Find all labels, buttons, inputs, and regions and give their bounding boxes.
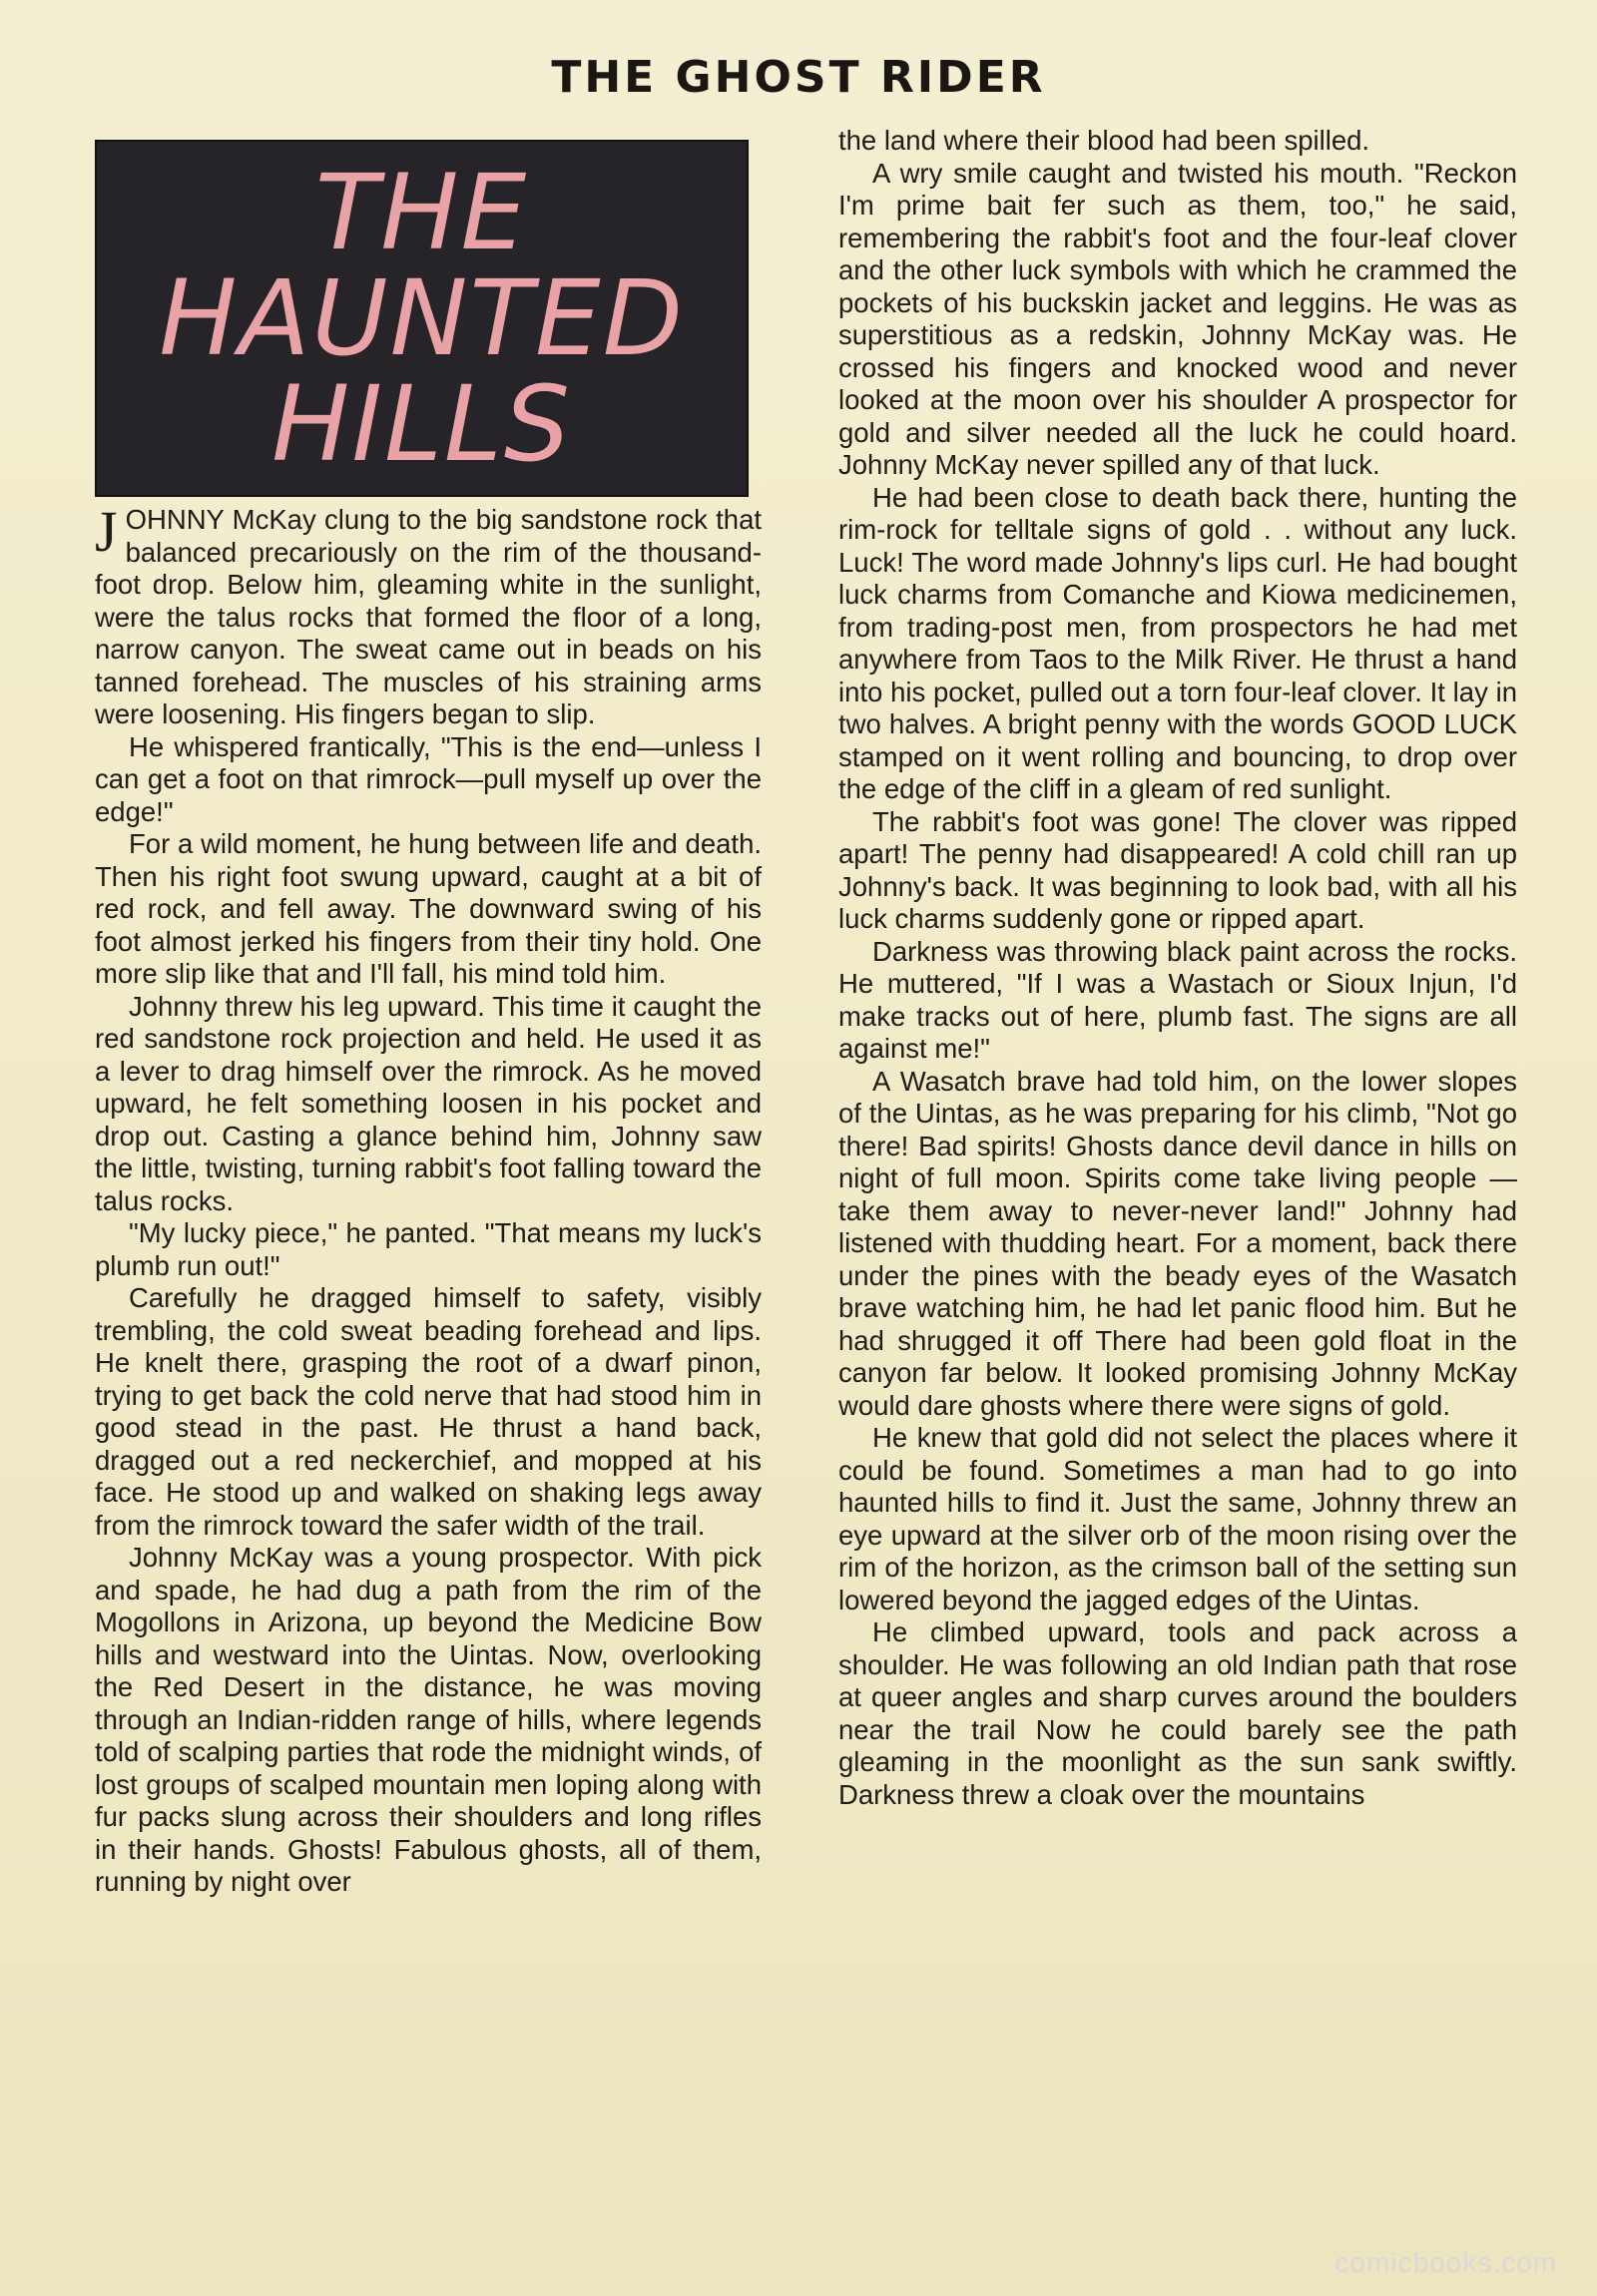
paragraph: He whispered frantically, "This is the end—unless I can get a foot on that rimrock—pull myself up over the edge!" <box>95 730 762 827</box>
paragraph: The rabbit's foot was gone! The clover was ripped apart! The penny had disappeared! A cold chill ran up Johnny's back. It was beginning to look bad, with all his luck charms suddenly gone or ripped apart. <box>838 805 1517 934</box>
paragraph: Johnny threw his leg upward. This time it caught the red sandstone rock projection and held. He used it as a lever to drag himself over the rimrock. As he moved upward, he felt something loosen in his pocket and drop out. Casting a glance behind him, Johnny saw the little, twisting, turning rabbit's foot falling toward the talus rocks. <box>95 990 762 1216</box>
story-title-line-3: HILLS <box>271 363 572 485</box>
paragraph: He climbed upward, tools and pack across a shoulder. He was following an old Indian path that rose at queer angles and sharp curves around the boulders near the trail Now he could barely see the path gleaming in the moonlight as the sun sank swiftly. Darkness threw a cloak over the mountains <box>838 1616 1517 1810</box>
story-title-line-2: HAUNTED <box>159 257 685 379</box>
paragraph: He knew that gold did not select the places where it could be found. Sometimes a man had to go into haunted hills to find it. Just the same, Johnny threw an eye upward at the silver orb of the moon rising over the rim of the horizon, as the crimson ball of the setting sun lowered beyond the jagged edges of the Uintas. <box>838 1422 1517 1615</box>
paragraph: "My lucky piece," he panted. "That means my luck's plumb run out!" <box>95 1217 762 1281</box>
paragraph-continued: the land where their blood had been spilled. <box>838 125 1370 156</box>
paragraph: A wry smile caught and twisted his mouth. "Reckon I'm prime bait fer such as them, too," he said, remembering the rabbit's foot and the four-leaf clover and the other luck symbols with which he crammed the pockets of his buckskin jacket and leggins. He was as superstitious as a redskin, Johnny McKay was. He crossed his fingers and knocked wood and never looked at the moon over his shoulder A prospector for gold and silver needed all the luck he could hoard. Johnny McKay never spilled any of that luck. <box>838 157 1517 480</box>
story-title-panel <box>95 140 749 497</box>
paragraph: For a wild moment, he hung between life and death. Then his right foot swung upward, caught at a bit of red rock, and fell away. The downward swing of his foot almost jerked his fingers from their tiny hold. One more slip like that and I'll fall, his mind told him. <box>95 828 762 989</box>
paragraph: A Wasatch brave had told him, on the lower slopes of the Uintas, as he was preparing for his climb, "Not go there! Bad spirits! Ghosts dance devil dance in hills on night of full moon. Spirits come take living people —take them away to never-never land!" Johnny had listened with thudding heart. For a moment, back there under the pines with the beady eyes of the Wasatch brave watching him, he had let panic flood him. But he had shrugged it off There had been gold float in the canyon far below. It looked promising Johnny McKay would dare ghosts where there were signs of gold. <box>838 1065 1517 1421</box>
paragraph: Darkness was throwing black paint across the rocks. He muttered, "If I was a Wastach or Sioux Injun, I'd make tracks out of here, plumb fast. The signs are all against me!" <box>838 935 1517 1064</box>
paragraph: Carefully he dragged himself to safety, visibly trembling, the cold sweat beading forehead and lips. He knelt there, grasping the root of a dwarf pinon, trying to get back the cold nerve that had stood him in good stead in the past. He thrust a hand back, dragged out a red neckerchief, and mopped at his face. He stood up and walked on shaking legs away from the rimrock toward the safer width of the trail. <box>95 1282 762 1541</box>
paragraph: Johnny McKay was a young prospector. With pick and spade, he had dug a path from the rim of the Mogollons in Arizona, up beyond the Medicine Bow hills and westward into the Uintas. Now, overlooking the Red Desert in the distance, he was moving through an Indian-ridden range of hills, where legends told of scalping parties that rode the midnight winds, of lost groups of scalped mountain men loping along with fur packs slung across their shoulders and long rifles in their hands. Ghosts! Fabulous ghosts, all of them, running by night over <box>95 1542 762 1897</box>
paragraph: JOHNNY McKay clung to the big sandstone rock that balanced precariously on the rim of the thousand-foot drop. Below him, gleaming white in the sunlight, were the talus rocks that formed the floor of a long, narrow canyon. The sweat came out in beads on his tanned forehead. The muscles of his straining arms were loosening. His fingers began to slip. <box>95 499 762 729</box>
source-watermark: comicbooks.com <box>1334 2247 1557 2278</box>
running-title: THE GHOST RIDER <box>551 52 1046 103</box>
paragraph: He had been close to death back there, hunting the rim-rock for telltale signs of gold . . without any luck. Luck! The word made Johnny's lips curl. He had bought luck charms from Comanche and Kiowa medicinemen, from trading-post men, from prospectors he had met anywhere from Taos to the Milk River. He thrust a hand into his pocket, pulled out a torn four-leaf clover. It lay in two halves. A bright penny with the words GOOD LUCK stamped on it went rolling and bouncing, to drop over the edge of the cliff in a gleam of red sunlight. <box>838 481 1517 804</box>
story-title-line-1: THE <box>314 152 529 273</box>
drop-cap: J <box>95 499 118 564</box>
left-text-column <box>95 499 762 1899</box>
right-text-column <box>838 125 1517 1811</box>
